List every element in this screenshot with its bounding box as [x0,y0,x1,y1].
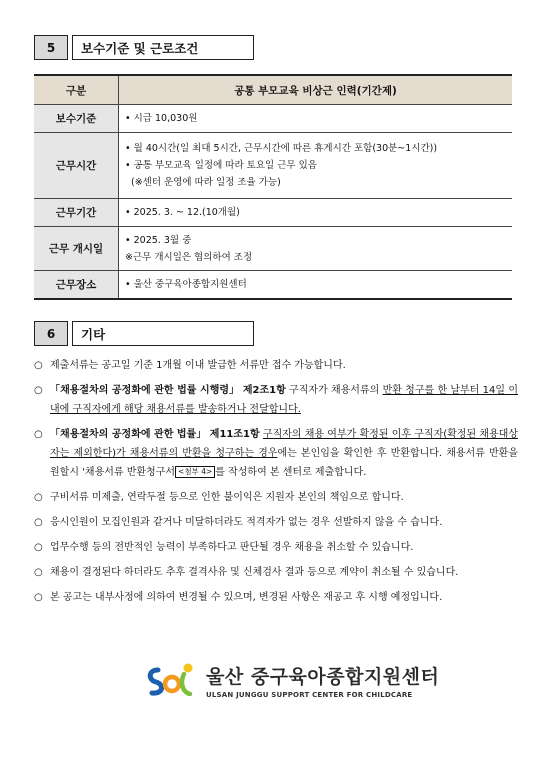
location-line: • 울산 중구육아종합지원센터 [125,278,247,290]
note-text: 본 공고는 내부사정에 의하여 변경될 수 있으며, 변경된 사항은 재공고 후 시행 예정입니다. [50,592,443,603]
note-text [50,425,518,482]
section-6-header [34,321,254,346]
list-item [34,488,518,507]
hours-line: (※센터 운영에 따라 일정 조율 가능) [131,177,281,188]
list-item [34,563,518,582]
section-number: 5 [34,35,68,60]
note-text: 채용이 결정된다 하더라도 추후 결격사유 및 신체검사 결과 등으로 계약이 취소될 수 있습니다. [50,567,459,578]
table-row [34,271,512,299]
list-item [34,513,518,532]
list-item [34,588,518,607]
circle-bullet-icon: ○ [34,592,43,603]
list-item [34,538,518,557]
table-row [34,133,512,199]
header-category: 구분 [34,75,119,105]
underlined-text: 반환 청구를 한 날부터 14일 이내에 구직자에게 해당 채용서류를 발송하거나 전달합니다. [50,385,518,415]
period-line: • 2025. 3. ~ 12.(10개월) [125,207,240,218]
row-label-hours: 근무시간 [34,133,119,199]
list-item [34,425,518,482]
underlined-text: 구직자의 채용 여부가 확정된 이후 구직자(확정된 채용대상자는 제외한다)가 채용서류의 반환을 청구하는 경우 [50,429,518,459]
law-reference: 「채용절차의 공정화에 관한 법률」 제11조1항 [50,429,260,440]
row-value-pay [119,105,513,133]
circle-bullet-icon: ○ [34,517,43,528]
working-conditions-table [34,74,512,300]
center-logo [144,660,439,700]
list-item [34,356,518,375]
circle-bullet-icon: ○ [34,542,43,553]
circle-bullet-icon: ○ [34,492,43,503]
note-fragment: 를 작성하여 본 센터로 제출합니다. [215,467,367,478]
childcare-center-logo-icon [144,660,200,700]
circle-bullet-icon: ○ [34,360,43,371]
note-text: 업무수행 등의 전반적인 능력이 부족하다고 판단될 경우 채용을 취소할 수 있습니다. [50,542,414,553]
start-date-line: • 2025. 3월 중 [125,234,192,246]
start-date-line: ※근무 개시일은 협의하여 조정 [125,251,253,263]
row-value-period [119,199,513,227]
note-text: 응시인원이 모집인원과 같거나 미달하더라도 적격자가 없는 경우 선발하지 않을 수 습니다. [50,517,443,528]
hours-line: • 월 40시간(일 최대 5시간, 근무시간에 따른 휴게시간 포함(30분~1시간)) [125,143,438,154]
header-position: 공통 부모교육 비상근 인력(기간제) [119,75,513,105]
law-reference: 「채용절차의 공정화에 관한 법률 시행령」 제2조1항 [50,385,286,396]
center-name-english: ULSAN JUNGGU SUPPORT CENTER FOR CHILDCARE [206,690,413,699]
table-row [34,199,512,227]
note-text: 구비서류 미제출, 연락두절 등으로 인한 불이익은 지원자 본인의 책임으로 합니다. [50,492,404,503]
row-value-hours [119,133,513,199]
table-row [34,105,512,133]
attachment-badge: <첨부 4> [175,466,215,478]
circle-bullet-icon: ○ [34,567,43,578]
section-5-header [34,35,254,60]
list-item [34,381,518,419]
table-row [34,227,512,271]
note-fragment: 구직자가 채용서류의 [285,385,383,396]
note-text [50,381,518,419]
row-label-period: 근무기간 [34,199,119,227]
row-value-location [119,271,513,299]
row-label-pay: 보수기준 [34,105,119,133]
row-label-start-date: 근무 개시일 [34,227,119,271]
row-label-location: 근무장소 [34,271,119,299]
section-number: 6 [34,321,68,346]
pay-line: • 시급 10,030원 [125,113,198,124]
table-header-row [34,75,512,105]
note-fragment: 에는 본인임을 확인한 후 반환합니다. 채용서류 반환을 원할시 '채용서류 반환청구서 [50,448,519,478]
circle-bullet-icon: ○ [34,385,43,396]
row-value-start-date [119,227,513,271]
circle-bullet-icon: ○ [34,429,43,440]
logo-text [206,662,439,699]
section-title: 기타 [72,321,254,346]
center-name-korean: 울산 중구육아종합지원센터 [206,665,440,688]
section-title: 보수기준 및 근로조건 [72,35,254,60]
notes-list [34,356,518,613]
note-text: 제출서류는 공고일 기준 1개월 이내 발급한 서류만 접수 가능합니다. [50,360,346,371]
hours-line: • 공통 부모교육 일정에 따라 토요일 근무 있음 [125,160,317,171]
